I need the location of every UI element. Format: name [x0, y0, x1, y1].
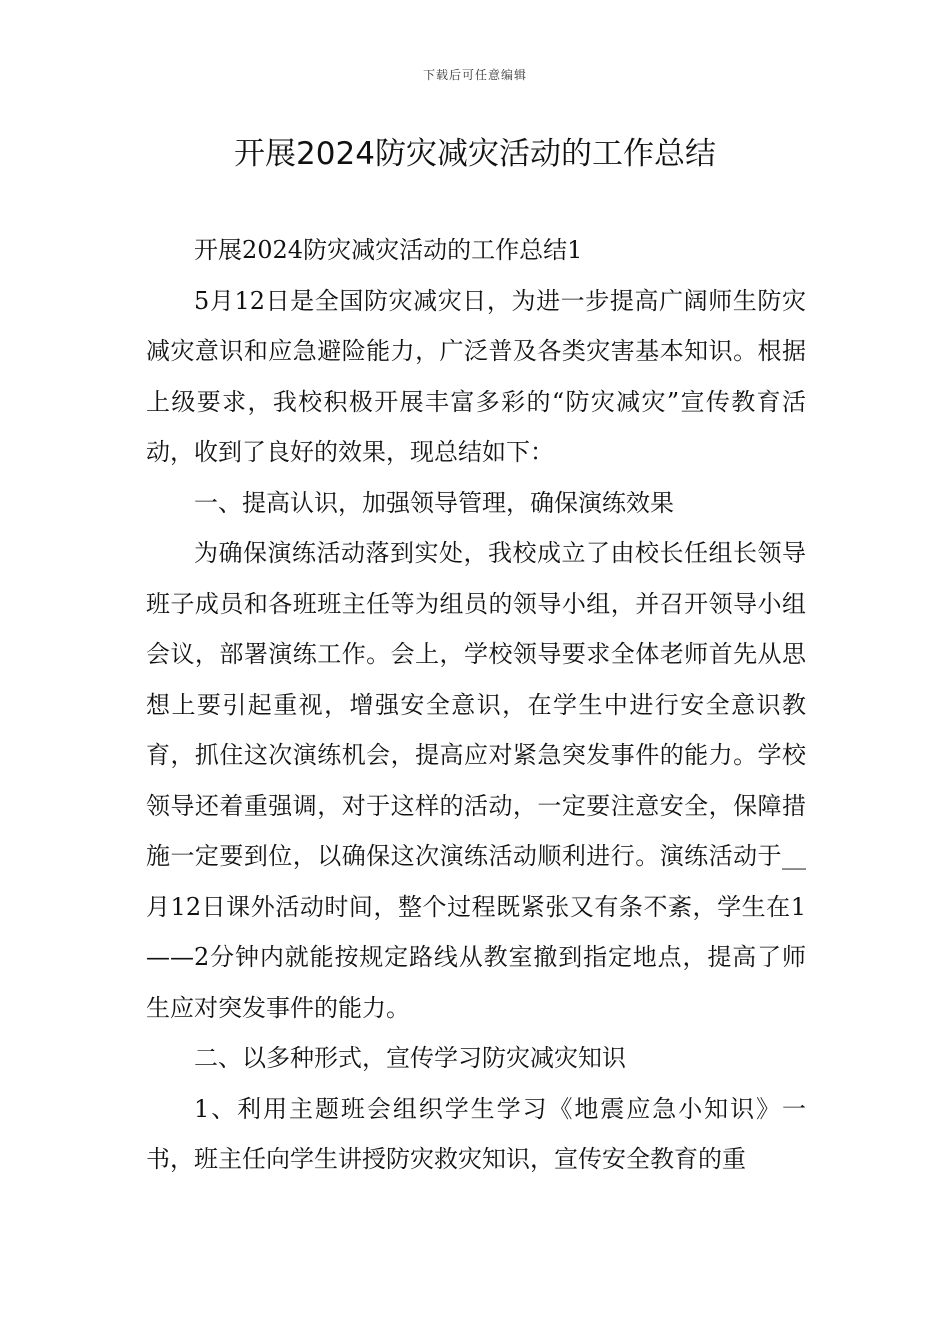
header-note: 下载后可任意编辑: [422, 68, 527, 82]
document-title: 开展2024防灾减灾活动的工作总结: [234, 136, 716, 172]
subheading: 一、提高认识，加强领导管理，确保演练效果: [194, 488, 674, 517]
section-heading: 开展2024防灾减灾活动的工作总结1: [194, 236, 583, 264]
subheading: 二、以多种形式，宣传学习防灾减灾知识: [194, 1044, 626, 1072]
document-body: [146, 225, 806, 1185]
body-paragraph: 1、利用主题班会组织学生学习《地震应急小知识》一书，班主任向学生讲授防灾救灾知识，宣传安全教育的重: [146, 1094, 806, 1173]
body-paragraph: 为确保演练活动落到实处，我校成立了由校长任组长领导班子成员和各班班主任等为组员的领导小组，并召开领导小组会议，部署演练工作。会上，学校领导要求全体老师首先从思想上要引起重视，增强安全意识，在学生中进行安全意识教育，抓住这次演练机会，提高应对紧急突发事件的能力。学校领导还着重强调，对于这样的活动，一定要注意安全，保障措施一定要到位，以确保这次演练活动顺利进行。演练活动于__月12日课外活动时间，整个过程既紧张又有条不紊，学生在1——2分钟内就能按规定路线从教室撤到指定地点，提高了师生应对突发事件的能力。: [146, 539, 806, 1022]
body-paragraph: 5月12日是全国防灾减灾日，为进一步提高广阔师生防灾减灾意识和应急避险能力，广泛普及各类灾害基本知识。根据上级要求，我校积极开展丰富多彩的“防灾减灾”宣传教育活动，收到了良好的效果，现总结如下：: [146, 286, 806, 466]
